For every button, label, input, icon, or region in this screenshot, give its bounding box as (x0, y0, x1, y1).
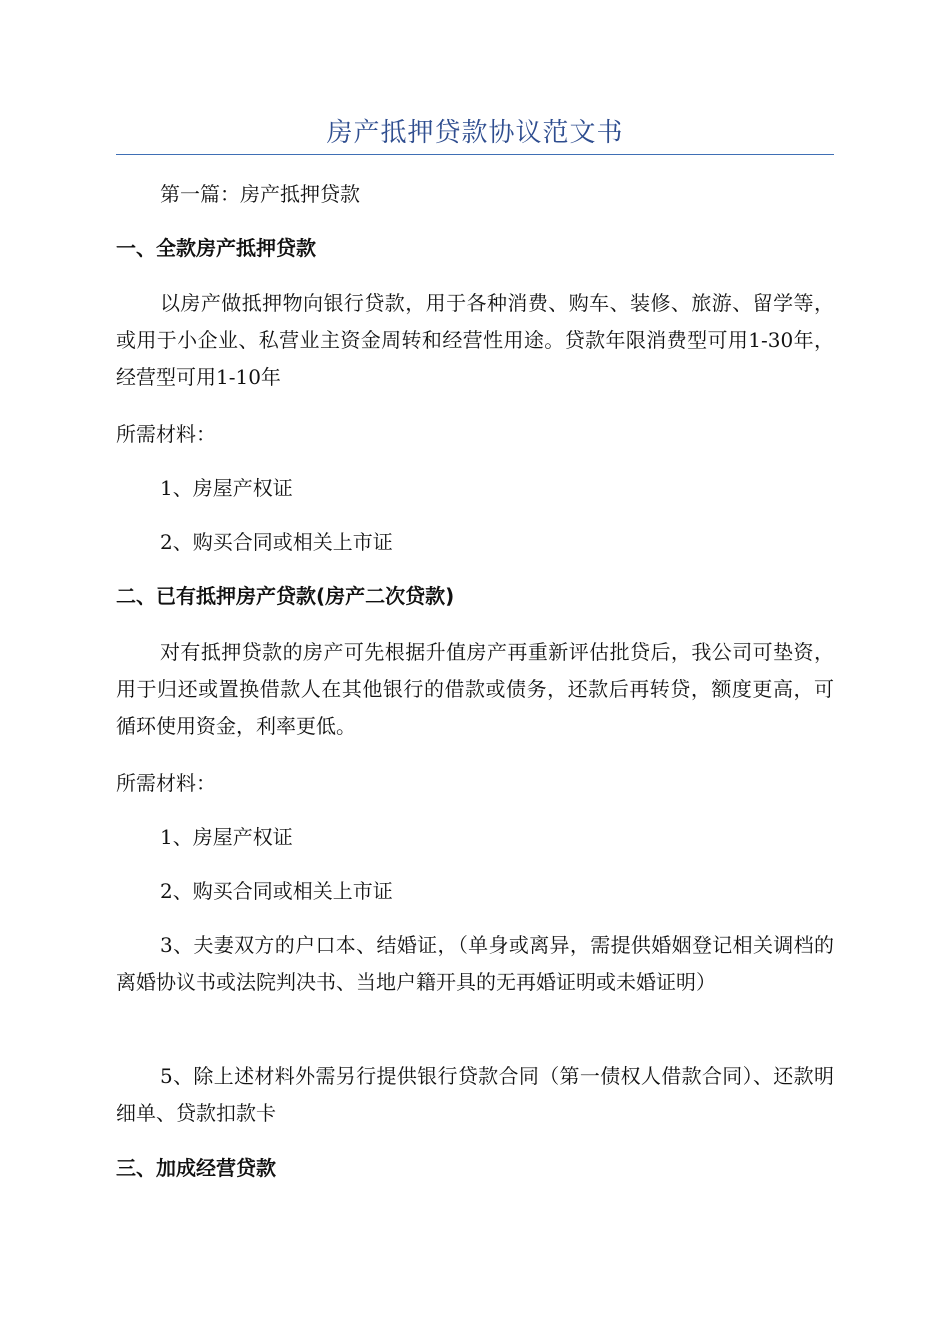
section-intro: 第一篇：房产抵押贷款 (160, 182, 360, 206)
heading-2: 二、已有抵押房产贷款(房产二次贷款) (116, 584, 455, 608)
document-title: 房产抵押贷款协议范文书 (326, 118, 624, 148)
title-underline (116, 154, 834, 155)
list-item-2-1: 1、房屋产权证 (160, 825, 293, 849)
paragraph-2: 对有抵押贷款的房产可先根据升值房产再重新评估批贷后，我公司可垫资，用于归还或置换借款人在其他银行的借款或债务，还款后再转贷，额度更高，可循环使用资金，利率更低。 (116, 640, 834, 738)
list-item-1-1: 1、房屋产权证 (160, 476, 293, 500)
list-item-2-5: 5、除上述材料外需另行提供银行贷款合同（第一债权人借款合同）、还款明细单、贷款扣款卡 (116, 1064, 834, 1125)
heading-1: 一、全款房产抵押贷款 (116, 236, 316, 260)
list-item-1-2: 2、购买合同或相关上市证 (160, 530, 393, 554)
paragraph-1: 以房产做抵押物向银行贷款，用于各种消费、购车、装修、旅游、留学等，或用于小企业、私营业主资金周转和经营性用途。贷款年限消费型可用1-30年，经营型可用1-10年 (116, 291, 834, 389)
materials-label-2: 所需材料： (116, 771, 216, 795)
heading-3: 三、加成经营贷款 (116, 1156, 276, 1180)
list-item-2-3: 3、夫妻双方的户口本、结婚证，（单身或离异，需提供婚姻登记相关调档的离婚协议书或法院判决书、当地户籍开具的无再婚证明或未婚证明） (116, 933, 834, 994)
materials-label-1: 所需材料： (116, 422, 216, 446)
list-item-2-2: 2、购买合同或相关上市证 (160, 879, 393, 903)
